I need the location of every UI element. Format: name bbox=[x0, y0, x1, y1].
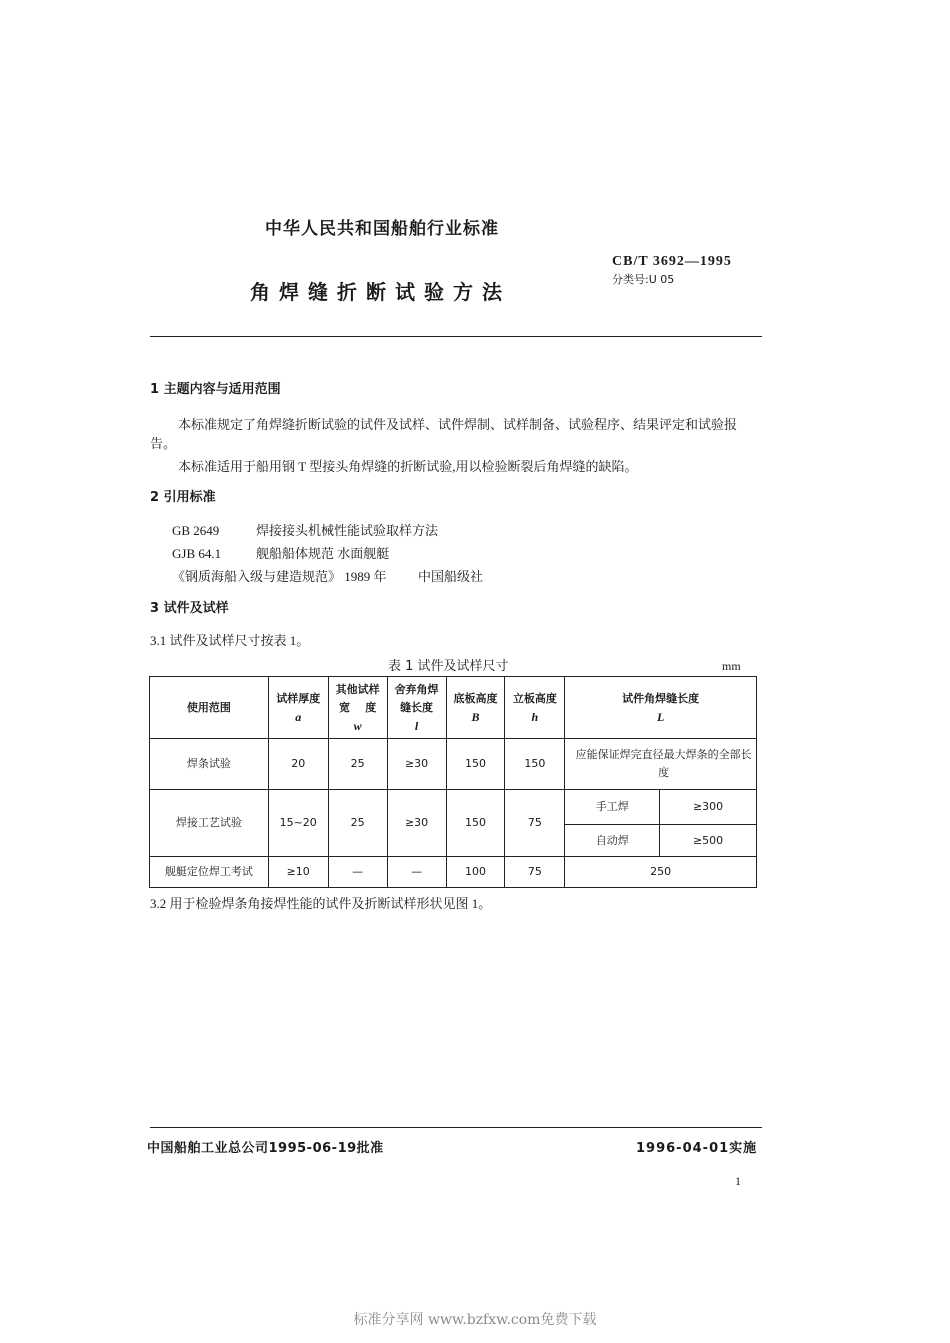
header-label: 舍弃角焊 bbox=[394, 682, 439, 696]
standard-number: CB/T 3692—1995 bbox=[612, 254, 732, 269]
header-label: 缝长度 bbox=[400, 700, 434, 714]
header-label: 试件角焊缝长度 bbox=[622, 691, 700, 705]
header-vertical-height bbox=[505, 677, 565, 739]
issuing-body: 中华人民共和国船舶行业标准 bbox=[265, 219, 499, 239]
watermark: 标准分享网 www.bzfxw.com免费下载 bbox=[353, 1312, 597, 1328]
header-discard-length bbox=[387, 677, 446, 739]
approval-line: 中国船舶工业总公司1995-06-19批准 bbox=[147, 1141, 384, 1156]
reference-code: 《钢质海船入级与建造规范》 1989 年 bbox=[172, 569, 387, 584]
section-1-heading: 1 主题内容与适用范围 bbox=[150, 382, 281, 397]
specimen-dimension-table bbox=[149, 676, 757, 888]
header-scope: 使用范围 bbox=[150, 677, 269, 739]
cell-width: 25 bbox=[328, 739, 387, 790]
cell-vertical-height: 150 bbox=[505, 739, 565, 790]
cell-weld-method: 自动焊 bbox=[565, 825, 660, 857]
reference-item bbox=[172, 566, 483, 585]
reference-item bbox=[172, 520, 438, 539]
section-2-heading: 2 引用标准 bbox=[150, 490, 216, 505]
header-symbol: L bbox=[656, 709, 665, 724]
header-label: 其他试样 bbox=[335, 682, 380, 696]
cell-scope: 舰艇定位焊工考试 bbox=[150, 857, 269, 888]
table-row bbox=[150, 857, 757, 888]
cell-vertical-height: 75 bbox=[505, 857, 565, 888]
table-unit: mm bbox=[722, 659, 741, 673]
cell-scope: 焊条试验 bbox=[150, 739, 269, 790]
cell-width: 25 bbox=[328, 790, 387, 857]
table-row bbox=[150, 739, 757, 790]
header-thickness bbox=[268, 677, 328, 739]
section-1-para-1-line-2: 告。 bbox=[150, 436, 177, 451]
cell-thickness: 15~20 bbox=[268, 790, 328, 857]
clause-3-2: 3.2 用于检验焊条角接焊性能的试件及折断试样形状见图 1。 bbox=[150, 896, 492, 911]
header-base-height bbox=[446, 677, 505, 739]
cell-base-height: 150 bbox=[446, 739, 505, 790]
classification-number: 分类号:U 05 bbox=[612, 273, 675, 286]
cell-vertical-height: 75 bbox=[505, 790, 565, 857]
header-weld-length bbox=[565, 677, 757, 739]
cell-discard-length: ≥30 bbox=[387, 790, 446, 857]
reference-code: GB 2649 bbox=[172, 523, 220, 538]
cell-base-height: 150 bbox=[446, 790, 505, 857]
header-symbol: l bbox=[414, 718, 419, 733]
cell-width: — bbox=[328, 857, 387, 888]
table-header-row bbox=[150, 677, 757, 739]
header-symbol: a bbox=[295, 709, 302, 724]
table-row bbox=[150, 790, 757, 825]
document-title: 角焊缝折断试验方法 bbox=[250, 280, 511, 304]
header-label: 底板高度 bbox=[453, 691, 498, 705]
reference-name: 中国船级社 bbox=[418, 569, 484, 584]
reference-code: GJB 64.1 bbox=[172, 546, 222, 561]
footer-rule bbox=[150, 1127, 762, 1128]
cell-discard-length: ≥30 bbox=[387, 739, 446, 790]
reference-name: 舰船船体规范 水面舰艇 bbox=[256, 546, 390, 561]
header-symbol: h bbox=[531, 709, 539, 724]
header-label: 试样厚度 bbox=[276, 691, 321, 705]
cell-weld-length: 应能保证焊完直径最大焊条的全部长度 bbox=[565, 739, 757, 790]
cell-scope: 焊接工艺试验 bbox=[150, 790, 269, 857]
reference-name: 焊接接头机械性能试验取样方法 bbox=[256, 523, 439, 538]
section-3-heading: 3 试件及试样 bbox=[150, 601, 229, 616]
header-rule bbox=[150, 336, 762, 337]
cell-thickness: ≥10 bbox=[268, 857, 328, 888]
reference-item bbox=[172, 543, 389, 562]
cell-weld-length: ≥500 bbox=[660, 825, 757, 857]
header-label: 立板高度 bbox=[512, 691, 557, 705]
cell-weld-length: 250 bbox=[565, 857, 757, 888]
cell-weld-length: ≥300 bbox=[660, 790, 757, 825]
cell-base-height: 100 bbox=[446, 857, 505, 888]
section-1-para-2: 本标准适用于船用钢 T 型接头角焊缝的折断试验,用以检验断裂后角焊缝的缺陷。 bbox=[178, 459, 638, 474]
cell-weld-method: 手工焊 bbox=[565, 790, 660, 825]
header-width bbox=[328, 677, 387, 739]
clause-3-1: 3.1 试件及试样尺寸按表 1。 bbox=[150, 633, 310, 648]
header-symbol: B bbox=[471, 709, 480, 724]
header-label: 宽 度 bbox=[338, 700, 377, 714]
cell-thickness: 20 bbox=[268, 739, 328, 790]
section-1-para-1-line-1: 本标准规定了角焊缝折断试验的试件及试样、试件焊制、试样制备、试验程序、结果评定和试验报 bbox=[178, 417, 738, 432]
table-caption: 表 1 试件及试样尺寸 bbox=[388, 659, 509, 674]
header-symbol: w bbox=[353, 718, 362, 733]
cell-discard-length: — bbox=[387, 857, 446, 888]
effective-date: 1996-04-01实施 bbox=[636, 1141, 758, 1156]
page-number: 1 bbox=[735, 1174, 741, 1188]
